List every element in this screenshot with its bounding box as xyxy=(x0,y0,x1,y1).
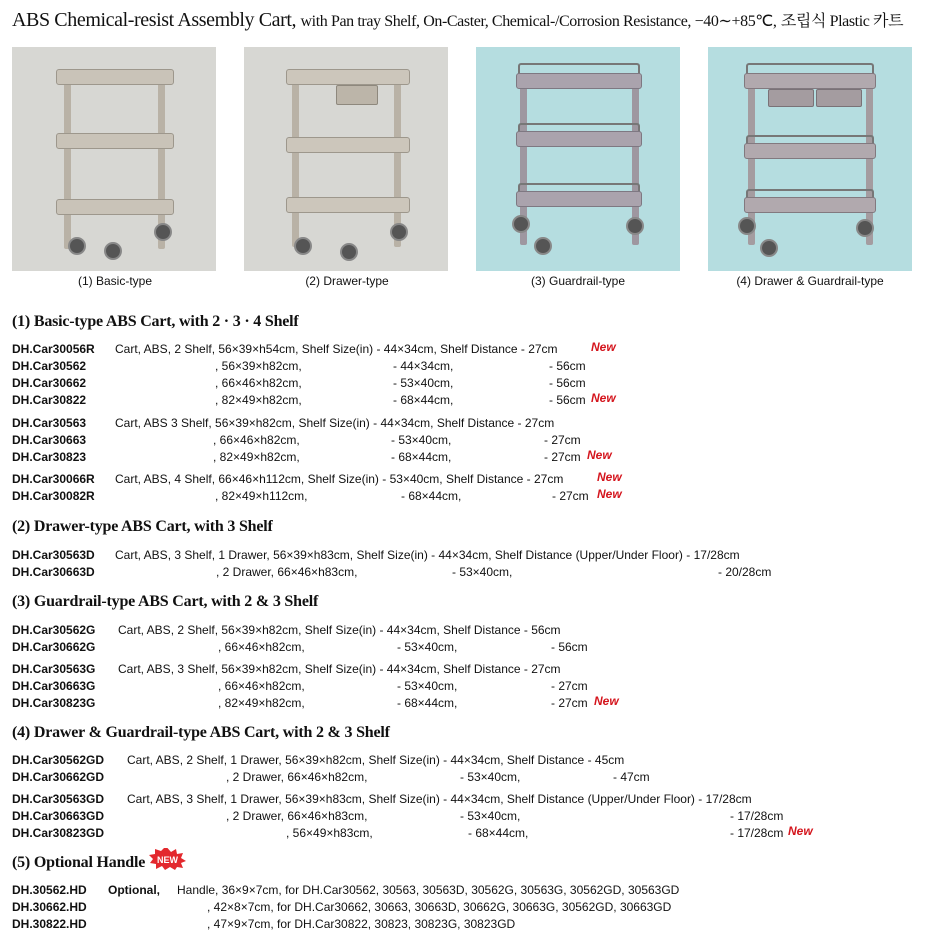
section-heading-basic: (1) Basic-type ABS Cart, with 2 · 3 · 4 Shelf xyxy=(12,313,299,330)
shelf-size: - 53×40cm, xyxy=(460,809,521,823)
shelf-distance: - 56cm xyxy=(549,393,586,407)
shelf-size: - 68×44cm, xyxy=(397,696,458,710)
page-title xyxy=(12,8,917,32)
shelf-size: - 68×44cm, xyxy=(401,489,462,503)
product-code: DH.Car30056R xyxy=(12,342,95,356)
product-size: , 2 Drawer, 66×46×h82cm, xyxy=(226,770,368,784)
product-code: DH.Car30662 xyxy=(12,376,87,390)
shelf-distance: - 17/28cm xyxy=(730,809,784,823)
caption-drawer-guardrail-type: (4) Drawer & Guardrail-type xyxy=(736,274,884,288)
product-desc: Cart, ABS 3 Shelf, 56×39×h82cm, Shelf Size(in) - 44×34cm, Shelf Distance - 27cm xyxy=(115,416,555,430)
section-heading-guardrail: (3) Guardrail-type ABS Cart, with 2 & 3 Shelf xyxy=(12,593,319,610)
shelf-distance: - 27cm xyxy=(551,679,588,693)
shelf-size: - 53×40cm, xyxy=(452,565,513,579)
title-main: ABS Chemical-resist Assembly Cart, xyxy=(12,9,297,31)
product-code: DH.Car30082R xyxy=(12,489,95,503)
product-code: DH.Car30663G xyxy=(12,679,96,693)
new-tag: New xyxy=(591,391,616,405)
new-tag: New xyxy=(788,824,813,838)
shelf-size: - 53×40cm, xyxy=(397,640,458,654)
shelf-size: - 53×40cm, xyxy=(397,679,458,693)
shelf-distance: - 17/28cm xyxy=(730,826,784,840)
title-korean: 조립식 Plastic 카트 xyxy=(780,13,904,30)
shelf-distance: - 27cm xyxy=(544,450,581,464)
shelf-distance: - 20/28cm xyxy=(718,565,772,579)
product-desc: Cart, ABS, 3 Shelf, 1 Drawer, 56×39×h83cm, Shelf Size(in) - 44×34cm, Shelf Distance (Upper/Under Floor) - 17/28cm xyxy=(127,792,752,806)
product-size: , 82×49×h82cm, xyxy=(213,450,300,464)
title-sub: with Pan tray Shelf, On-Caster, Chemical-/Corrosion Resistance, −40∼+85℃, xyxy=(300,13,777,30)
product-code: DH.Car30563GD xyxy=(12,792,105,806)
new-starburst-icon xyxy=(149,848,186,870)
product-size: , 82×49×h82cm, xyxy=(218,696,305,710)
product-code: DH.Car30663GD xyxy=(12,809,105,823)
product-desc: Cart, ABS, 3 Shelf, 56×39×h82cm, Shelf Size(in) - 44×34cm, Shelf Distance - 27cm xyxy=(118,662,561,676)
shelf-distance: - 56cm xyxy=(549,359,586,373)
product-size: , 66×46×h82cm, xyxy=(215,376,302,390)
caption-drawer-type: (2) Drawer-type xyxy=(305,274,389,288)
shelf-size: - 53×40cm, xyxy=(393,376,454,390)
product-code: DH.Car30662GD xyxy=(12,770,105,784)
product-desc: Cart, ABS, 2 Shelf, 1 Drawer, 56×39×h82cm, Shelf Size(in) - 44×34cm, Shelf Distance - 45cm xyxy=(127,753,625,767)
product-size: , 2 Drawer, 66×46×h83cm, xyxy=(226,809,368,823)
product-desc: Cart, ABS, 2 Shelf, 56×39×h82cm, Shelf Size(in) - 44×34cm, Shelf Distance - 56cm xyxy=(118,623,561,637)
product-code: DH.Car30663 xyxy=(12,433,87,447)
new-tag: New xyxy=(591,340,616,354)
new-tag: New xyxy=(587,448,612,462)
product-code: DH.Car30823G xyxy=(12,696,96,710)
product-size: , 2 Drawer, 66×46×h83cm, xyxy=(216,565,358,579)
product-size: , 66×46×h82cm, xyxy=(218,640,305,654)
product-code: DH.Car30562GD xyxy=(12,753,105,767)
product-code: DH.Car30562 xyxy=(12,359,87,373)
shelf-size: - 68×44cm, xyxy=(393,393,454,407)
product-size: , 82×49×h82cm, xyxy=(215,393,302,407)
product-code: DH.Car30563D xyxy=(12,548,95,562)
photo-drawer-type xyxy=(244,47,448,271)
shelf-distance: - 56cm xyxy=(551,640,588,654)
product-code: DH.30562.HD xyxy=(12,883,87,897)
product-code: DH.Car30822 xyxy=(12,393,87,407)
product-code: DH.30662.HD xyxy=(12,900,87,914)
product-desc: Cart, ABS, 2 Shelf, 56×39×h54cm, Shelf Size(in) - 44×34cm, Shelf Distance - 27cm xyxy=(115,342,558,356)
product-desc: , 42×8×7cm, for DH.Car30662, 30663, 30663D, 30662G, 30663G, 30562GD, 30663GD xyxy=(207,900,672,914)
shelf-size: - 68×44cm, xyxy=(391,450,452,464)
photo-basic-type xyxy=(12,47,216,271)
shelf-distance: - 27cm xyxy=(552,489,589,503)
optional-label: Optional, xyxy=(108,883,160,897)
product-size: , 82×49×h112cm, xyxy=(215,489,308,503)
caption-basic-type: (1) Basic-type xyxy=(77,274,153,288)
photo-guardrail-type xyxy=(476,47,680,271)
shelf-size: - 53×40cm, xyxy=(391,433,452,447)
new-badge-text: NEW xyxy=(157,855,178,865)
product-size: , 56×39×h82cm, xyxy=(215,359,302,373)
product-code: DH.Car30823GD xyxy=(12,826,105,840)
product-code: DH.Car30066R xyxy=(12,472,95,486)
shelf-distance: - 47cm xyxy=(613,770,650,784)
product-size: , 66×46×h82cm, xyxy=(213,433,300,447)
product-size: , 56×49×h83cm, xyxy=(286,826,373,840)
section-heading-drawer-guardrail: (4) Drawer & Guardrail-type ABS Cart, with 2 & 3 Shelf xyxy=(12,724,390,741)
shelf-size: - 53×40cm, xyxy=(460,770,521,784)
new-tag: New xyxy=(597,470,622,484)
product-code: DH.Car30562G xyxy=(12,623,96,637)
shelf-distance: - 27cm xyxy=(551,696,588,710)
shelf-size: - 68×44cm, xyxy=(468,826,529,840)
new-tag: New xyxy=(594,694,619,708)
product-desc: Handle, 36×9×7cm, for DH.Car30562, 30563, 30563D, 30562G, 30563G, 30562GD, 30563GD xyxy=(177,883,680,897)
photo-drawer-guardrail-type xyxy=(708,47,912,271)
new-tag: New xyxy=(597,487,622,501)
section-heading-drawer: (2) Drawer-type ABS Cart, with 3 Shelf xyxy=(12,518,273,535)
shelf-distance: - 56cm xyxy=(549,376,586,390)
shelf-size: - 44×34cm, xyxy=(393,359,454,373)
product-desc: , 47×9×7cm, for DH.Car30822, 30823, 30823G, 30823GD xyxy=(207,917,516,931)
product-code: DH.Car30563G xyxy=(12,662,96,676)
product-code: DH.Car30662G xyxy=(12,640,96,654)
product-code: DH.Car30563 xyxy=(12,416,87,430)
product-code: DH.Car30823 xyxy=(12,450,87,464)
product-code: DH.30822.HD xyxy=(12,917,87,931)
product-desc: Cart, ABS, 4 Shelf, 66×46×h112cm, Shelf Size(in) - 53×40cm, Shelf Distance - 27cm xyxy=(115,472,564,486)
caption-guardrail-type: (3) Guardrail-type xyxy=(530,274,626,288)
product-desc: Cart, ABS, 3 Shelf, 1 Drawer, 56×39×h83cm, Shelf Size(in) - 44×34cm, Shelf Distance (Upper/Under Floor) - 17/28cm xyxy=(115,548,740,562)
product-size: , 66×46×h82cm, xyxy=(218,679,305,693)
shelf-distance: - 27cm xyxy=(544,433,581,447)
product-code: DH.Car30663D xyxy=(12,565,95,579)
section-heading-optional-handle: (5) Optional Handle xyxy=(12,854,146,871)
